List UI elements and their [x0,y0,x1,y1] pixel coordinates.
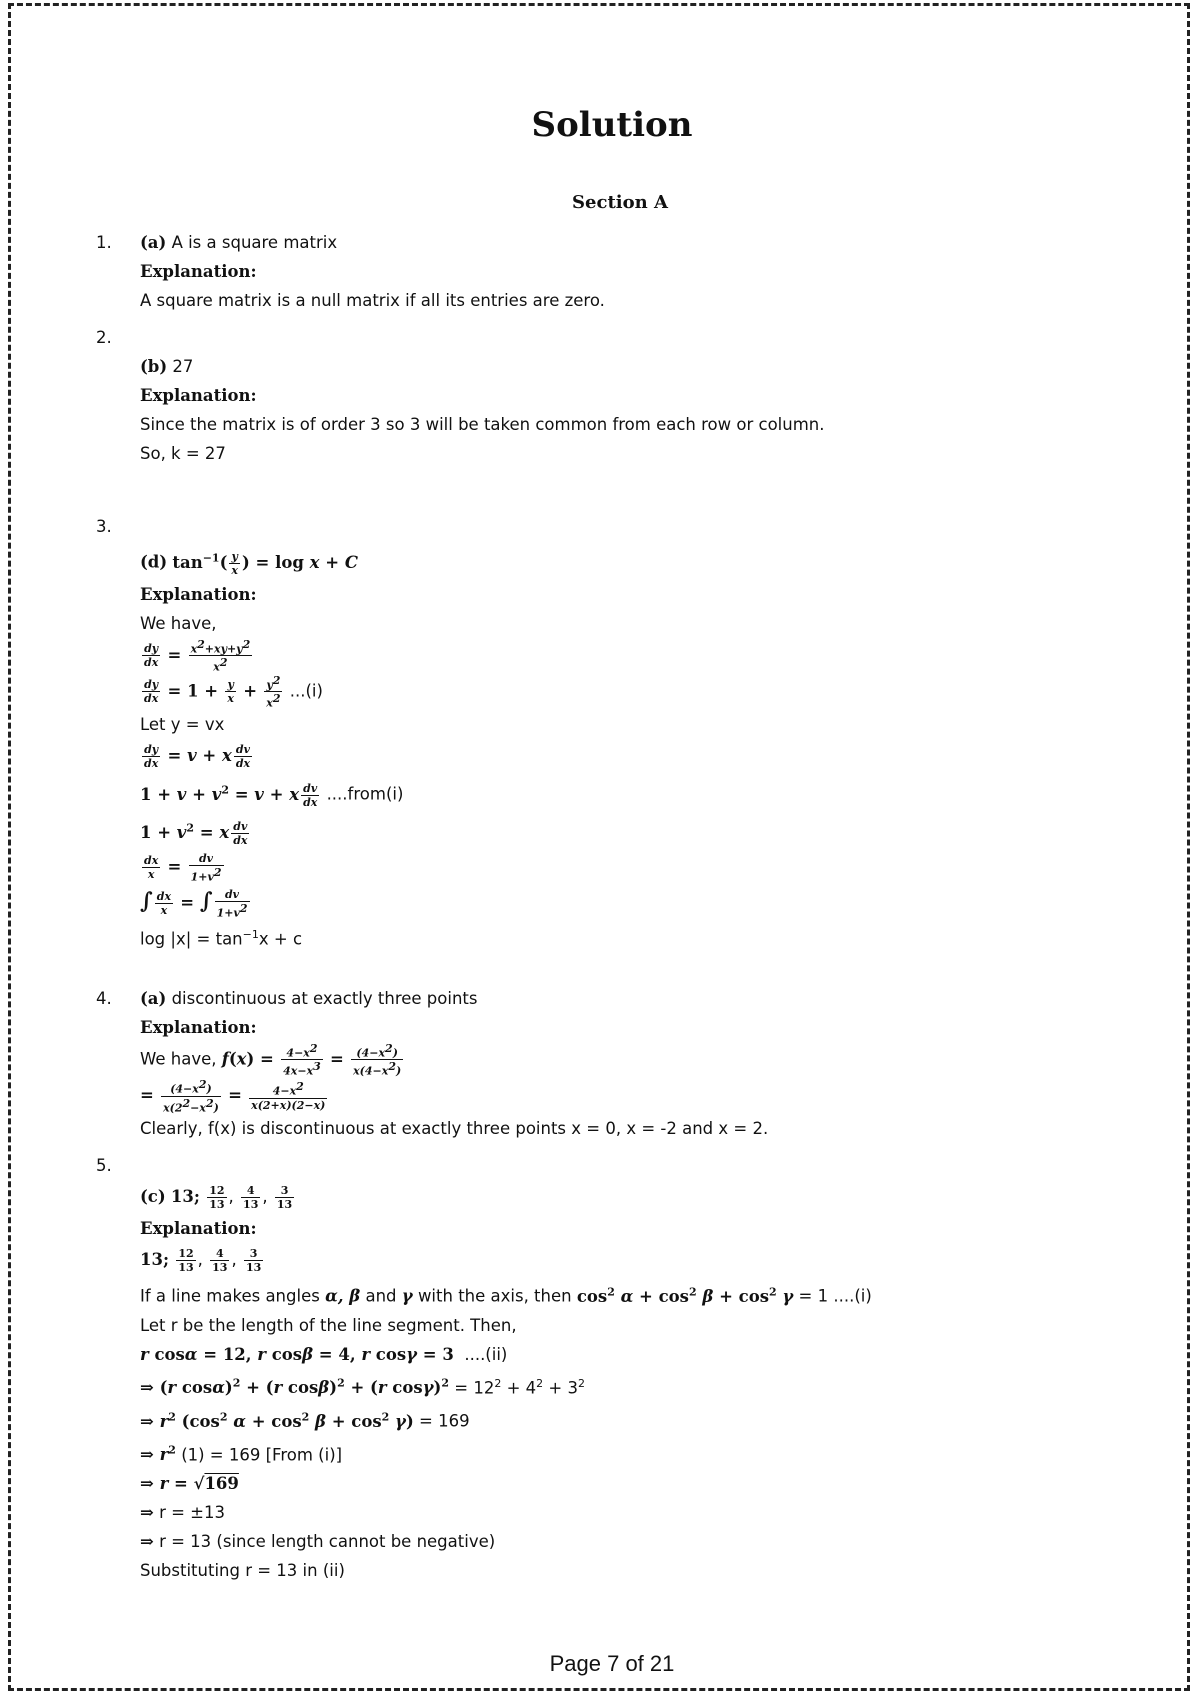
equation: r cosα = 12, r cosβ = 4, r cosγ = 3 ....(ii) [140,1344,508,1364]
answer-line: (c) 13; $\frac{12}{13}$ , $\frac{4}{13}$ , $\frac{3}{13}$ [140,1184,293,1212]
question-number: 3. [96,517,112,536]
question-number: 5. [96,1156,112,1176]
equation: ⇒ $r^2$ (1) = 169 [From (i)] [140,1443,343,1465]
answer-option: (a) [140,233,167,252]
answer-option: (d) [140,552,168,572]
question-1 [96,228,1156,315]
explanation-text: Since the matrix is of order 3 so 3 will be taken common from each row or column. [140,415,825,434]
equation: ⇒ $r^2$ ($\cos^2$ $\alpha + \cos^2 \beta + \cos^2 \gamma) = 169$ [140,1410,470,1431]
equation: $\frac{dy}{dx}$ = $\frac{x^2+xy+y^2}{x^2}$ [144,637,251,674]
explanation-text: Clearly, f(x) is discontinuous at exactly three points x = 0, x = -2 and x = 2. [140,1119,769,1139]
page-number: Page 7 of 21 [549,1651,675,1676]
equation: ⇒ r = √169 [140,1474,239,1494]
question-number: 4. [96,988,112,1008]
equation: $\frac{dy}{dx}$ = 1 + $\frac{y}{x}$ + $\frac{y^2}{x^2}$ ...(i) [144,673,323,711]
page-title: Solution [531,105,693,145]
explanation-text: We have, [140,613,217,633]
section-heading: Section A [572,192,668,213]
equation: ⇒ (r cosα)$^2$ + (r cosβ)$^2$ + (r $\cos\gamma)^2 = 12^2 + 4^2 + 3^2$ [140,1376,585,1398]
answer-text: discontinuous at exactly three points [171,988,478,1008]
final-result: $\log |x| = \tan^{-1}x + c$ [140,928,303,949]
equation: $1 + v^2 = x$ $\frac{dv}{dx}$ [140,820,248,848]
explanation-text: Let r be the length of the line segment. Then, [140,1315,517,1335]
answer-option: (a) [140,988,167,1008]
question-number: 2. [96,328,112,347]
explanation-label: Explanation: [140,386,257,405]
equation: $1 + v + v^2 = v + x$ $\frac{dv}{dx}$ ....from(i) [140,781,404,809]
explanation-text: A square matrix is a null matrix if all its entries are zero. [140,291,605,310]
equation: 13; $\frac{12}{13}$ , $\frac{4}{13}$ , $\frac{3}{13}$ [140,1247,262,1275]
explanation-label: Explanation: [140,1017,257,1037]
answer-formula: $\tan^{-1}$( $\frac{y}{x}$ ) = log x + C [172,549,358,577]
equation-tag: ....from(i) [326,784,404,804]
answer-text: 27 [172,357,194,376]
explanation-text: If a line makes angles α, β and γ with the axis, then $\cos^2 \alpha + \cos^2 \beta + \cos^2 \gamma = 1$ ....(i) [140,1285,872,1306]
question-2 [96,323,1156,468]
equation: We have, f(x) = $\frac{4-x^2}{4x-x^3}$ = $\frac{(4-x^2)}{x(4-x^2)}$ [140,1041,402,1078]
equation-tag: ...(i) [289,681,323,701]
explanation-label: Explanation: [140,1219,257,1239]
answer-option: (c) [140,1187,166,1207]
explanation-label: Explanation: [140,262,257,281]
question-4 [96,984,1156,1144]
equation: ⇒ r = 13 (since length cannot be negative) [140,1532,496,1552]
explanation-text: Let y = vx [140,715,225,735]
explanation-label: Explanation: [140,584,257,604]
equation: = $\frac{(4-x^2)}{x(2^2-x^2)}$ = $\frac{4-x^2}{x(2+x)(2-x)}$ [140,1077,326,1115]
equation: ⇒ r = ±13 [140,1503,225,1523]
question-number: 1. [96,233,112,252]
explanation-text: Substituting r = 13 in (ii) [140,1561,345,1581]
answer-option: (b) [140,357,168,376]
question-5 [96,1151,1156,1585]
solutions-body [96,228,1156,1585]
explanation-text: So, k = 27 [140,444,226,463]
equation: $\frac{dx}{x}$ = $\frac{dv}{1+v^2}$ [144,851,222,884]
answer-line [140,541,1156,580]
question-3 [96,512,1156,954]
equation: $\frac{dy}{dx}$ = v + x $\frac{dv}{dx}$ [144,743,251,771]
answer-text: A is a square matrix [171,233,338,252]
equation: ∫ $\frac{dx}{x}$ = ∫ $\frac{dv}{1+v^2}$ [140,887,248,920]
